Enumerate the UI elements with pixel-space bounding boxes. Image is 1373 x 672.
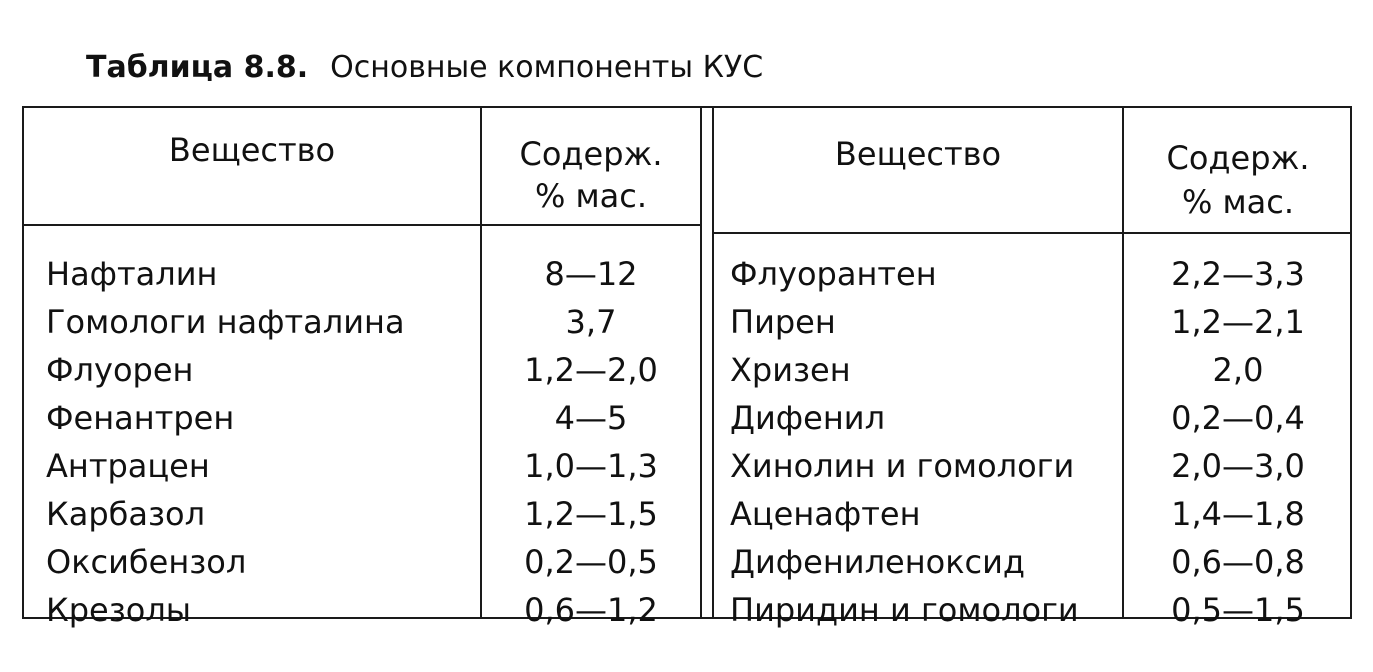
header-content-right-line1: Содерж.	[1166, 139, 1310, 177]
table-cell-content: 0,2—0,5	[524, 543, 658, 581]
header-substance-left: Вещество	[168, 131, 336, 169]
table-cell-substance: Дифениленоксид	[730, 543, 1026, 581]
left-content-column	[482, 250, 700, 634]
right-substance-column	[730, 250, 1120, 634]
table-cell-content: 2,0—3,0	[1171, 447, 1305, 485]
table-cell-substance: Нафталин	[46, 255, 218, 293]
table-cell-substance: Хинолин и гомологи	[730, 447, 1075, 485]
table-cell-content: 0,6—0,8	[1171, 543, 1305, 581]
header-content-left-line2: % мас.	[534, 177, 648, 215]
header-rule-right	[712, 232, 1350, 234]
table-cell-content: 1,4—1,8	[1171, 495, 1305, 533]
table-cell-substance: Фенантрен	[46, 399, 235, 437]
table-cell-substance: Антрацен	[46, 447, 210, 485]
table-title: Основные компоненты КУС	[330, 50, 764, 85]
table-cell-content: 4—5	[554, 399, 628, 437]
table-cell-content: 1,0—1,3	[524, 447, 658, 485]
double-divider-right	[712, 108, 714, 617]
table-cell-content: 0,5—1,5	[1171, 591, 1305, 629]
table-number: Таблица 8.8.	[86, 50, 309, 85]
table-cell-substance: Пирен	[730, 303, 836, 341]
table-cell-content: 1,2—1,5	[524, 495, 658, 533]
table-cell-content: 8—12	[544, 255, 638, 293]
right-content-column	[1124, 250, 1352, 634]
table-cell-substance: Аценафтен	[730, 495, 921, 533]
table-cell-substance: Оксибензол	[46, 543, 247, 581]
header-substance-right: Вещество	[834, 135, 1002, 173]
table-cell-substance: Дифенил	[730, 399, 886, 437]
left-substance-column	[46, 250, 476, 634]
table-cell-content: 1,2—2,1	[1171, 303, 1305, 341]
table-cell-content: 0,6—1,2	[524, 591, 658, 629]
header-content-right-line2: % мас.	[1181, 183, 1295, 221]
table-cell-substance: Крезолы	[46, 591, 192, 629]
table-cell-content: 3,7	[565, 303, 617, 341]
table-cell-substance: Карбазол	[46, 495, 206, 533]
header-rule-left	[24, 224, 702, 226]
table-cell-content: 0,2—0,4	[1171, 399, 1305, 437]
table-cell-substance: Флуорен	[46, 351, 194, 389]
table-cell-substance: Пиридин и гомологи	[730, 591, 1079, 629]
table-cell-substance: Хризен	[730, 351, 851, 389]
table-caption	[86, 44, 763, 92]
table-cell-substance: Гомологи нафталина	[46, 303, 405, 341]
table-cell-content: 1,2—2,0	[524, 351, 658, 389]
table-cell-content: 2,0	[1212, 351, 1264, 389]
table-cell-substance: Флуорантен	[730, 255, 937, 293]
double-divider-left	[700, 108, 702, 617]
components-table	[22, 106, 1352, 629]
table-cell-content: 2,2—3,3	[1171, 255, 1305, 293]
header-content-left-line1: Содерж.	[519, 135, 663, 173]
